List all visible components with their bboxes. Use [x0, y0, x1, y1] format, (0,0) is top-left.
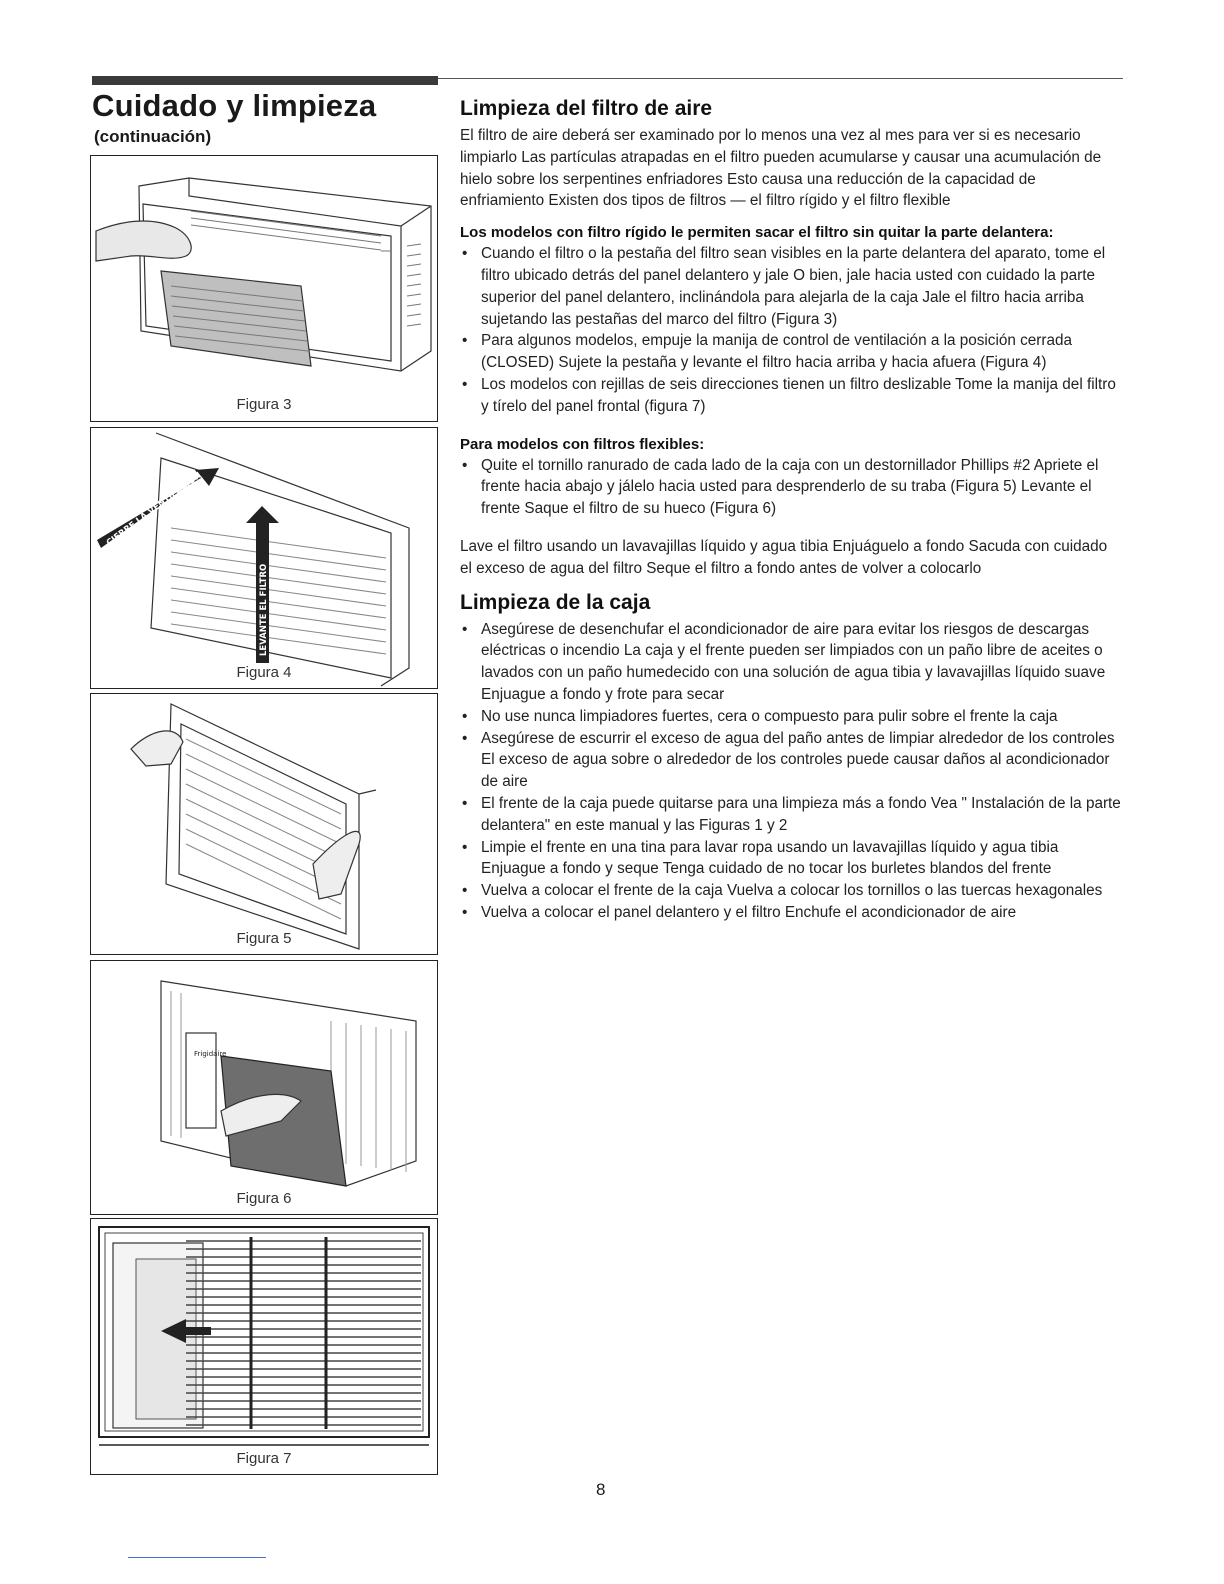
- right-column: [460, 96, 1123, 924]
- page-number: 8: [596, 1480, 606, 1499]
- figure-3-caption: Figura 3: [236, 396, 292, 413]
- list-item: • El frente de la caja puede quitarse para una limpieza más a fondo Vea " Instalación de la parte delantera" en este manual y las Figuras 1 y 2: [460, 793, 1123, 837]
- list-item: • Los modelos con rejillas de seis direcciones tienen un filtro deslizable Tome la manija del filtro y tírelo del panel frontal (figura 7): [460, 374, 1123, 418]
- air-filter-heading: Limpieza del filtro de aire: [460, 97, 713, 120]
- page-subtitle: (continuación): [94, 127, 212, 146]
- flexible-filter-heading: Para modelos con filtros flexibles:: [460, 435, 705, 453]
- figure-4-caption: Figura 4: [236, 664, 292, 681]
- figure-5-caption: Figura 5: [236, 930, 292, 947]
- page-title: Cuidado y limpieza: [92, 88, 377, 123]
- hand-removing-flexible-filter-icon: [91, 961, 437, 1214]
- figure-3: [90, 155, 438, 422]
- brand-logo-text: Frigidaire: [194, 1050, 227, 1058]
- cabinet-heading: Limpieza de la caja: [460, 590, 651, 614]
- cabinet-list: [460, 619, 1123, 924]
- header-rule: [438, 78, 1123, 79]
- flexible-filter-list: [460, 455, 1123, 520]
- hands-removing-front-panel-icon: [91, 694, 437, 954]
- list-item: • Asegúrese de escurrir el exceso de agua del paño antes de limpiar alrededor de los controles El exceso de agua sobre o alrededor de los controles puede causar daños al acondicionador de aire: [460, 728, 1123, 793]
- figure-5: [90, 693, 438, 955]
- close-vent-arrow-label: CIERRE LA VENTILACION: [104, 470, 204, 549]
- figure-6: [90, 960, 438, 1215]
- close-vent-lift-filter-icon: [91, 428, 437, 688]
- list-item: • Vuelva a colocar el panel delantero y el filtro Enchufe el acondicionador de aire: [460, 902, 1123, 924]
- figure-4: [90, 427, 438, 689]
- list-item: • Asegúrese de desenchufar el acondicionador de aire para evitar los riesgos de descargas eléctricas o incendio La caja y el frente pueden ser limpiados con un paño libre de aceites o lavados con un paño humedecido con una solución de agua tibia y lavavajillas líquido suave Enjuague a fondo y frote para secar: [460, 619, 1123, 706]
- list-item: • Para algunos modelos, empuje la manija de control de ventilación a la posición cerrada (CLOSED) Sujete la pestaña y levante el filtro hacia arriba y hacia afuera (Figura 4): [460, 330, 1123, 374]
- list-item: • Quite el tornillo ranurado de cada lado de la caja con un destornillador Phillips #2 Apriete el frente hacia abajo y jálelo hacia usted para desprenderlo de su traba (Figura 5) Levante el frente Saque el filtro de su hueco (Figura 6): [460, 455, 1123, 520]
- air-filter-intro: El filtro de aire deberá ser examinado por lo menos una vez al mes para ver si es necesario limpiarlo Las partículas atrapadas en el filtro pueden acumularse y causar una acumulación de hielo sobre los serpentines enfriadores Esto causa una reducción de la capacidad de enfriamiento Existen dos tipos de filtros — el filtro rígido y el filtro flexible: [460, 127, 1102, 210]
- list-item: • No use nunca limpiadores fuertes, cera o compuesto para pulir sobre el frente la caja: [460, 706, 1123, 728]
- list-item: • Vuelva a colocar el frente de la caja Vuelva a colocar los tornillos o las tuercas hexagonales: [460, 880, 1123, 902]
- list-item: • Limpie el frente en una tina para lavar ropa usando un lavavajillas líquido y agua tibia Enjuague a fondo y seque Tenga cuidado de no tocar los burletes blandos del frente: [460, 837, 1123, 881]
- header-bar: [92, 76, 438, 85]
- figure-7-caption: Figura 7: [236, 1450, 292, 1467]
- hand-pulling-rigid-filter-icon: [91, 156, 437, 421]
- rigid-filter-list: [460, 243, 1123, 417]
- rigid-filter-heading: Los modelos con filtro rígido le permiten sacar el filtro sin quitar la parte delantera:: [460, 224, 1054, 242]
- wash-instructions: Lave el filtro usando un lavavajillas líquido y agua tibia Enjuáguelo a fondo Sacuda con cuidado el exceso de agua del filtro Seque el filtro a fondo antes de volver a colocarlo: [460, 537, 1108, 577]
- lift-filter-arrow-label: LEVANTE EL FILTRO: [259, 563, 269, 656]
- footer-link-line: [128, 1557, 266, 1558]
- figure-6-caption: Figura 6: [236, 1190, 292, 1207]
- sliding-filter-out-icon: [91, 1219, 437, 1474]
- figure-7: [90, 1218, 438, 1475]
- list-item: • Cuando el filtro o la pestaña del filtro sean visibles en la parte delantera del aparato, tome el filtro ubicado detrás del panel delantero y jale O bien, jale hacia usted con cuidado la parte superior del panel delantero, inclinándola para alejarla de la caja Jale el filtro hacia arriba sujetando las pestañas del marco del filtro (Figura 3): [460, 243, 1123, 330]
